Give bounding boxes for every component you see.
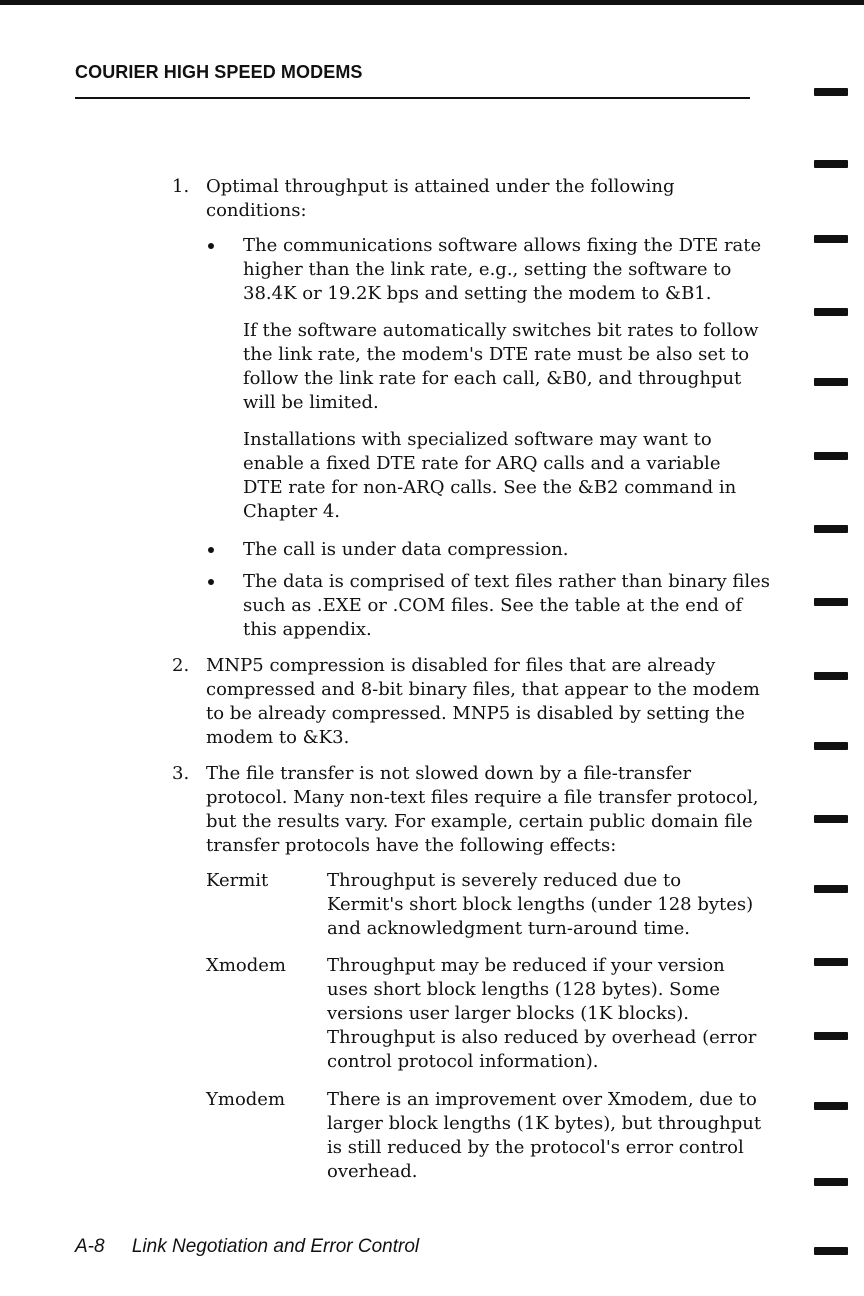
header-rule (75, 97, 750, 99)
edge-mark (814, 378, 848, 386)
protocol-name: Ymodem (206, 1089, 286, 1110)
text-line: transfer protocols have the following effects: (206, 835, 617, 856)
protocol-description (327, 869, 753, 941)
edge-mark (814, 815, 848, 823)
text-line: Chapter 4. (243, 501, 341, 522)
edge-mark (814, 885, 848, 893)
text-line: enable a fixed DTE rate for ARQ calls and a variable (243, 453, 721, 474)
text-line: to be already compressed. MNP5 is disabled by setting the (206, 703, 745, 724)
text-line: overhead. (327, 1161, 418, 1182)
edge-mark (814, 452, 848, 460)
text-line: Optimal throughput is attained under the following (206, 176, 675, 197)
edge-mark (814, 88, 848, 96)
running-header: COURIER HIGH SPEED MODEMS (75, 62, 363, 82)
text-line: control protocol information). (327, 1051, 599, 1072)
edge-mark (814, 235, 848, 243)
edge-mark (814, 1178, 848, 1186)
text-line: The call is under data compression. (243, 539, 569, 560)
text-line: Installations with specialized software may want to (243, 429, 712, 450)
top-border (0, 0, 864, 5)
list-item-text (206, 175, 675, 223)
edge-mark (814, 160, 848, 168)
text-line: such as .EXE or .COM files. See the table at the end of (243, 595, 743, 616)
text-line: larger block lengths (1K bytes), but throughput (327, 1113, 762, 1134)
text-line: conditions: (206, 200, 307, 221)
protocol-name: Xmodem (206, 955, 286, 976)
list-item-text (206, 654, 760, 750)
text-line: Throughput may be reduced if your version (327, 955, 725, 976)
page-footer (75, 1236, 419, 1258)
edge-marks (814, 0, 848, 1296)
text-line: The data is comprised of text files rather than binary files (243, 571, 770, 592)
text-line: Kermit's short block lengths (under 128 bytes) (327, 894, 754, 915)
list-number: 3. (172, 763, 190, 784)
text-line: MNP5 compression is disabled for files that are already (206, 655, 716, 676)
sub-paragraph (243, 428, 736, 524)
text-line: Throughput is also reduced by overhead (error (327, 1027, 757, 1048)
edge-mark (814, 672, 848, 680)
text-line: and acknowledgment turn-around time. (327, 918, 690, 939)
text-line: versions user larger blocks (1K blocks). (327, 1003, 690, 1024)
text-line: If the software automatically switches bit rates to follow (243, 320, 759, 341)
edge-mark (814, 598, 848, 606)
bullet-text (243, 234, 761, 306)
text-line: is still reduced by the protocol's error control (327, 1137, 744, 1158)
edge-mark (814, 958, 848, 966)
text-line: compressed and 8-bit binary files, that appear to the modem (206, 679, 760, 700)
bullet-icon (208, 579, 214, 585)
chapter-title: Link Negotiation and Error Control (131, 1236, 420, 1257)
bullet-text (243, 570, 770, 642)
text-line: The file transfer is not slowed down by a file-transfer (206, 763, 692, 784)
protocol-description (327, 1088, 761, 1184)
bullet-icon (208, 547, 214, 553)
edge-mark (814, 1032, 848, 1040)
bullet-text (243, 538, 569, 562)
list-number: 2. (172, 655, 190, 676)
list-number: 1. (172, 176, 190, 197)
text-line: higher than the link rate, e.g., setting the software to (243, 259, 732, 280)
protocol-description (327, 954, 756, 1074)
edge-mark (814, 308, 848, 316)
list-item-text (206, 762, 758, 858)
edge-mark (814, 525, 848, 533)
edge-mark (814, 1247, 848, 1255)
text-line: the link rate, the modem's DTE rate must be also set to (243, 344, 750, 365)
text-line: There is an improvement over Xmodem, due to (327, 1089, 757, 1110)
text-line: The communications software allows fixing the DTE rate (243, 235, 762, 256)
page-number: A-8 (75, 1236, 105, 1257)
text-line: 38.4K or 19.2K bps and setting the modem to &B1. (243, 283, 712, 304)
bullet-icon (208, 243, 214, 249)
text-line: Throughput is severely reduced due to (327, 870, 682, 891)
sub-paragraph (243, 319, 759, 415)
text-line: modem to &K3. (206, 727, 350, 748)
edge-mark (814, 1102, 848, 1110)
text-line: but the results vary. For example, certain public domain file (206, 811, 753, 832)
text-line: uses short block lengths (128 bytes). Some (327, 979, 721, 1000)
edge-mark (814, 742, 848, 750)
protocol-name: Kermit (206, 870, 269, 891)
text-line: DTE rate for non-ARQ calls. See the &B2 command in (243, 477, 737, 498)
text-line: will be limited. (243, 392, 379, 413)
text-line: protocol. Many non-text files require a file transfer protocol, (206, 787, 759, 808)
text-line: follow the link rate for each call, &B0, and throughput (243, 368, 742, 389)
text-line: this appendix. (243, 619, 372, 640)
